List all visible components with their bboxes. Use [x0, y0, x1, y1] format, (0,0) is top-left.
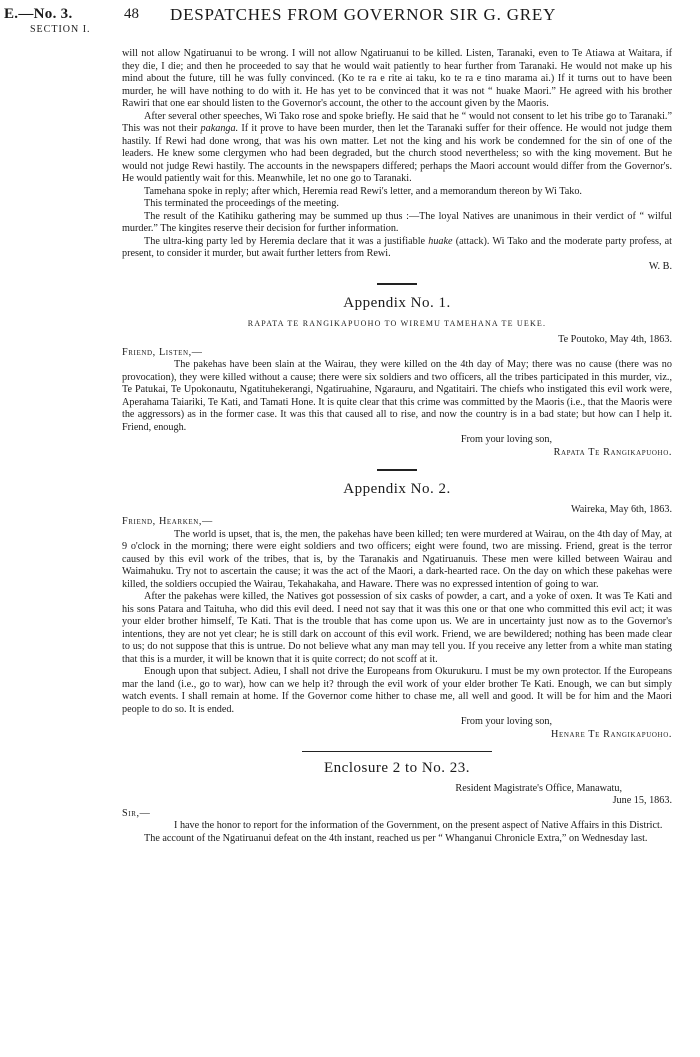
paragraph: This terminated the proceedings of the meeting. — [144, 198, 339, 209]
running-title: DESPATCHES FROM GOVERNOR SIR G. GREY — [170, 5, 557, 24]
page-number: 48 — [124, 6, 139, 22]
paragraph: After several other speeches, Wi Tako rose and spoke briefly. He said that he “ would not consent to let his tribe go to Taranaki.” This was not their pakanga. If it prove to have been murder, then let the Taranaki suffer for their offence. He would not judge them hastily. If Rewi had done wrong, that was his own matter. Let not the king and his work be condemned for the sin of one of the leaders. He knew some clergymen who had been degraded, but the church stood nevertheless; so with the king movement. But he would not judge Rewi hastily. The accounts in the newspapers differed; perhaps the Maori account would differ from the Governor's. He would patiently wait for this. Meanwhile, let no one go to Taranaki. — [122, 110, 672, 184]
paragraph: I have the honor to report for the information of the Government, on the present aspect of Native Affairs in this District. — [174, 820, 663, 831]
paragraph: Enough upon that subject. Adieu, I shall not drive the Europeans from Okurukuru. I must be my own protector. If the Europeans mar the land (i.e., go to war), how can we help it? through the evil work of your elder brother Te Kati. Enough, we can but simply watch events. I shall remain at home. If the Governor come hither to chase me, all well and good. It will be for him and the Maori people to do so. It is ended. — [122, 666, 672, 715]
salutation: Sir,— — [122, 807, 151, 819]
appendix-1-subhead: RAPATA TE RANGIKAPUOHO TO WIREMU TAMEHANA TE UEKE. — [247, 318, 547, 328]
salutation: Friend, Hearken,— — [122, 516, 213, 527]
doc-ref: E.—No. 3. — [4, 6, 73, 22]
closing: From your loving son, — [460, 434, 552, 445]
place-date: Waireka, May 6th, 1863. — [570, 503, 672, 515]
divider — [377, 469, 417, 471]
page-body — [122, 48, 672, 845]
letter-body: The pakehas have been slain at the Wairau, they were killed on the 4th day of May; there was no cause (there was no provocation), they were killed without a cause; there were six soldiers and two officers, all the tribes participated in this murder, viz., Te Patukai, Te Upokonautu, Ngatituhekerangi, Ngatiruahine, Ngarauru, and Ngatitairi. The chiefs who instigated this evil work were, Aperahama Taiariki, Te Kati, and Tamati Hone. It is quite clear that this crime was committed by the Maoris (i.e., that the Maoris were the aggressors) as in the former case. It was this that caused all to rise, and now the country is in a bad state; but how can I help it. Friend, enough. — [122, 359, 672, 433]
paragraph: The ultra-king party led by Heremia declare that it was a justifiable huake (attack). Wi Tako and the moderate party profess, at present, to consider it murder, but await further letters from Rewi. — [122, 235, 673, 259]
closing: From your loving son, — [460, 716, 552, 727]
signature: Rapata Te Rangikapuoho. — [553, 446, 672, 458]
divider — [377, 283, 417, 285]
place-date: Te Poutoko, May 4th, 1863. — [558, 334, 672, 345]
enclosure-heading: Enclosure 2 to No. 23. — [324, 760, 470, 776]
appendix-1-heading: Appendix No. 1. — [343, 295, 451, 311]
paragraph: After the pakehas were killed, the Natives got possession of six casks of powder, a cart, and a yoke of oxen. It was Te Kati and his sons Patara and Taituha, who did this evil deed. I need not say that it was this one or that one who committed this evil act; it was your elder brother himself, Te Kati. That is the trouble that has come upon us. We are in uncertainty just now as to the Governor's intentions, they are not yet clear; he is still dark on account of this evil work. Friend, we are bewildered; nothing has been made clear to us; do not suppose that this is untrue. Do not believe what any man may tell you. If you receive any letter from a white man stating that this is a murder, it will be known that it is quite correct; do not scoff at it. — [122, 591, 672, 665]
appendix-2-heading: Appendix No. 2. — [343, 481, 451, 497]
letter-date: June 15, 1863. — [612, 795, 672, 806]
paragraph: The world is upset, that is, the men, the pakehas have been killed; ten were murdered at Wairau, on the 4th day of May, at 9 o'clock in the morning; there were eight soldiers and two officers; eight were found, two are missing. Friend, great is the terror caused by this evil work of the tribes, that is, by the Taranakis and Ngatiruanuis. These men were killed between Wairau and Waimahuku. Try not to ascertain the cause; it was the act of the Maori, a dark-hearted race. On the day on which these pakehas were killed, the soldiers occupied the Wairau, Tekahakaha, and Haware. There was no expressed intention of going to war. — [122, 528, 672, 590]
divider — [302, 751, 492, 752]
paragraph: will not allow Ngatiruanui to be wrong. I will not allow Ngatiruanui to be killed. Listen, Taranaki, even to Te Atiawa at Waitara, if they die, I die; and then he proceeded to say that he would wait patiently to hear further from Taranaki. He would not make up his mind about the future, till he was fully convinced. (Ko te ra e rite ai taku, ko te ra e tino marama ai.) If it turns out to have been murder, he will have nothing to do with it. He has yet to be convinced that it was not “ huake Maori.” He agreed with his brother Rawiri that one ear should listen to the Governor's account, the other to the account given by the Maoris. — [122, 48, 672, 109]
initials: W. B. — [648, 260, 672, 272]
paragraph: The account of the Ngatiruanui defeat on the 4th instant, reached us per “ Whanganui Chronicle Extra,” on Wednesday last. — [144, 832, 648, 844]
salutation: Friend, Listen,— — [122, 346, 203, 358]
office-address: Resident Magistrate's Office, Manawatu, — [455, 782, 622, 794]
signature: Henare Te Rangikapuoho. — [551, 728, 672, 740]
paragraph: Tamehana spoke in reply; after which, Heremia read Rewi's letter, and a memorandum thereon by Wi Tako. — [144, 185, 582, 197]
section-label: SECTION I. — [30, 24, 91, 35]
paragraph: The result of the Katihiku gathering may be summed up thus :—The loyal Natives are unanimous in their verdict of “ wilful murder.” The kingites reserve their decision for further information. — [122, 210, 672, 234]
